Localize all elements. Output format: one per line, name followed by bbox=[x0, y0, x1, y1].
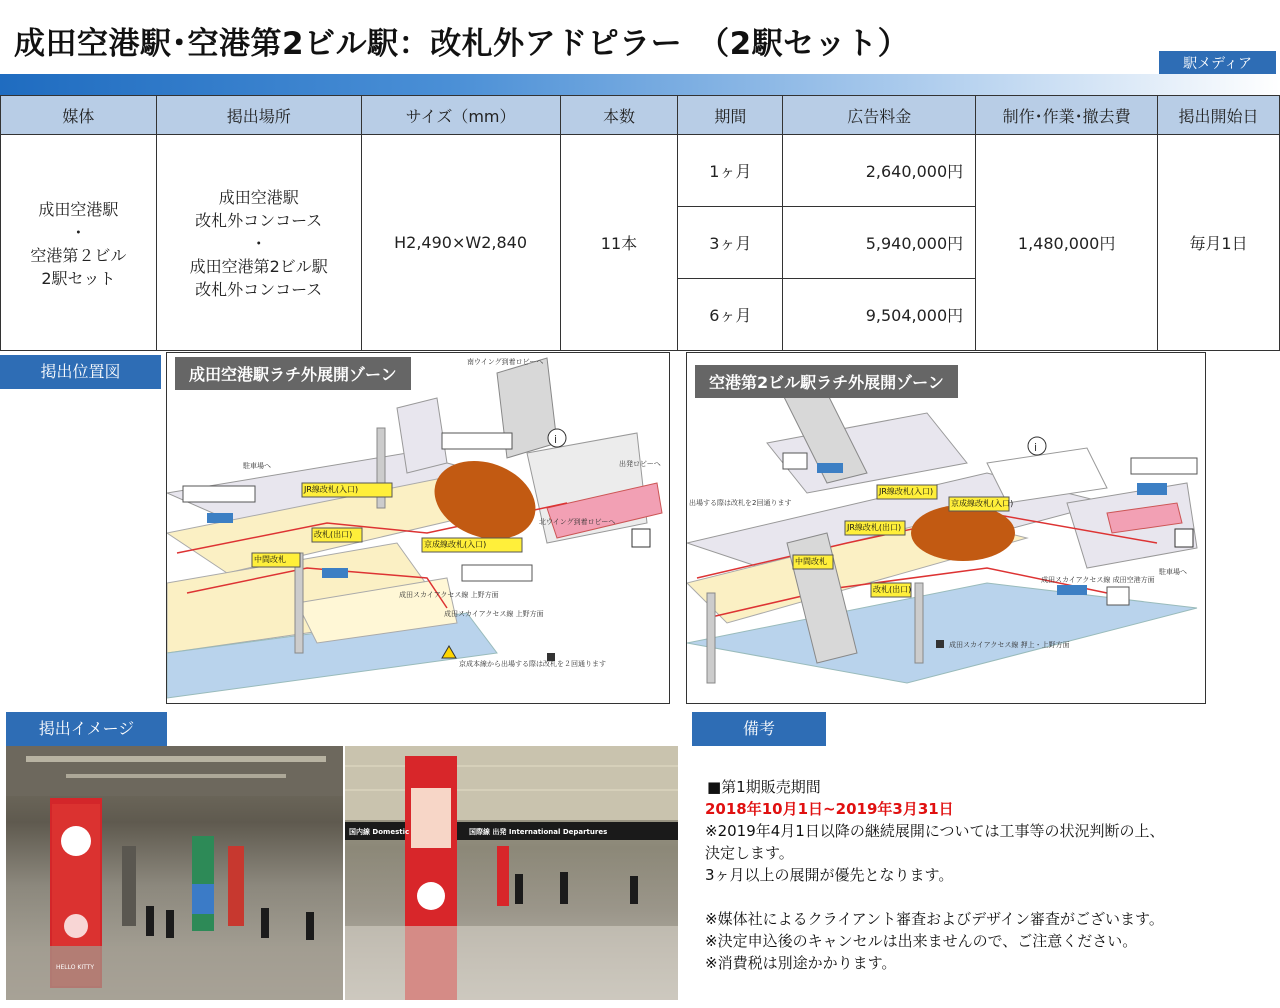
page-title: 成田空港駅･空港第2ビル駅：改札外アドピラー （2駅セット） bbox=[14, 26, 910, 62]
header-start-date: 掲出開始日 bbox=[1158, 96, 1280, 135]
photo-drawing bbox=[345, 746, 678, 1000]
spec-table bbox=[0, 95, 1280, 351]
location-cell bbox=[156, 135, 361, 351]
medium-line: 成田空港駅 bbox=[38, 199, 119, 219]
medium-line: ・ bbox=[70, 222, 87, 242]
map-label: 改札(出口) bbox=[314, 530, 353, 539]
map-label: 京成線改札(入口) bbox=[951, 499, 1014, 508]
svg-text:i: i bbox=[1034, 441, 1038, 454]
note-spacer bbox=[705, 886, 1165, 908]
map-label: 成田スカイアクセス線 上野方面 bbox=[399, 591, 499, 599]
price-cell: 2,640,000円 bbox=[783, 135, 976, 207]
map-drawing bbox=[167, 353, 669, 703]
map-label: 成田スカイアクセス線 押上・上野方面 bbox=[949, 641, 1070, 649]
map-narita-airport-station bbox=[166, 352, 670, 704]
note-sales-period-label: ■第1期販売期間 bbox=[707, 778, 821, 796]
section-label-image: 掲出イメージ bbox=[6, 712, 167, 746]
map-label: 南ウイング到着ロビーへ bbox=[467, 358, 544, 366]
header-production-fee: 制作･作業･撤去費 bbox=[976, 96, 1158, 135]
map-label: 中間改札 bbox=[254, 555, 286, 564]
period-cell: 3ヶ月 bbox=[678, 207, 783, 279]
map-label: JR線改札(出口) bbox=[847, 523, 902, 532]
medium-line: 2駅セット bbox=[41, 268, 116, 288]
map-airport-terminal2-station bbox=[686, 352, 1206, 704]
note-line: ※決定申込後のキャンセルは出来ませんので、ご注意ください。 bbox=[705, 932, 1138, 950]
note-line: ※2019年4月1日以降の継続展開については工事等の状況判断の上、 bbox=[705, 822, 1165, 840]
map-label: JR線改札(入口) bbox=[879, 487, 934, 496]
map-title: 成田空港駅ラチ外展開ゾーン bbox=[175, 357, 411, 390]
photo-narita-station-pillars bbox=[6, 746, 343, 1000]
svg-text:i: i bbox=[554, 433, 558, 446]
header-count: 本数 bbox=[560, 96, 678, 135]
map-label: JR線改札(入口) bbox=[304, 485, 359, 494]
note-line: ※消費税は別途かかります。 bbox=[705, 954, 897, 972]
map-label: 京成線改札(入口) bbox=[424, 540, 487, 549]
table-row bbox=[1, 135, 1280, 207]
sign-text: 国際線 出発 International Departures bbox=[469, 828, 608, 836]
location-line: 改札外コンコース bbox=[195, 211, 323, 230]
map-label: 駐車場へ bbox=[243, 462, 271, 470]
photo-drawing bbox=[6, 746, 343, 1000]
price-cell: 9,504,000円 bbox=[783, 279, 976, 351]
note-sales-period: 2018年10月1日~2019年3月31日 bbox=[705, 800, 954, 818]
note-line: 3ヶ月以上の展開が優先となります。 bbox=[705, 866, 954, 884]
location-line: 成田空港第2ビル駅 bbox=[189, 257, 328, 276]
location-line: 改札外コンコース bbox=[195, 280, 323, 299]
note-line: ※媒体社によるクライアント審査およびデザイン審査がございます。 bbox=[705, 910, 1164, 928]
header-gradient-bar bbox=[0, 74, 1280, 95]
media-category-badge: 駅メディア bbox=[1159, 51, 1276, 75]
section-label-remarks: 備考 bbox=[692, 712, 826, 746]
map-label: 北ウイング到着ロビーへ bbox=[539, 518, 616, 526]
table-header-row bbox=[1, 96, 1280, 135]
location-line: ・ bbox=[250, 234, 267, 253]
map-title: 空港第2ビル駅ラチ外展開ゾーン bbox=[695, 365, 958, 398]
header-medium: 媒体 bbox=[1, 96, 157, 135]
sign-text: 国内線 Domestic bbox=[349, 828, 410, 836]
ad-zone-marker bbox=[911, 505, 1015, 561]
map-label: 出場する際は改札を2回通ります bbox=[689, 499, 792, 507]
count-cell: 11本 bbox=[560, 135, 678, 351]
header-size: サイズ（mm） bbox=[361, 96, 560, 135]
header-period: 期間 bbox=[678, 96, 783, 135]
start-date-cell: 毎月1日 bbox=[1158, 135, 1280, 351]
medium-line: 空港第２ビル bbox=[30, 245, 127, 265]
medium-cell bbox=[1, 135, 157, 351]
map-drawing bbox=[687, 353, 1205, 703]
period-cell: 1ヶ月 bbox=[678, 135, 783, 207]
map-label: 成田スカイアクセス線 成田空港方面 bbox=[1041, 576, 1155, 584]
header-price: 広告料金 bbox=[783, 96, 976, 135]
location-line: 成田空港駅 bbox=[218, 188, 299, 207]
section-label-location-map: 掲出位置図 bbox=[0, 355, 161, 389]
size-cell: H2,490×W2,840 bbox=[361, 135, 560, 351]
note-line: 決定します。 bbox=[705, 844, 794, 862]
photo-terminal2-station-pillar bbox=[345, 746, 678, 1000]
pillar-text: HELLO KITTY bbox=[56, 964, 94, 971]
price-cell: 5,940,000円 bbox=[783, 207, 976, 279]
map-label: 成田スカイアクセス線 上野方面 bbox=[444, 610, 544, 618]
map-label: 改札(出口) bbox=[873, 585, 912, 594]
map-label: 出発ロビーへ bbox=[619, 460, 661, 468]
map-label: 京成本線から出場する際は改札を２回通ります bbox=[459, 660, 606, 668]
map-label: 中間改札 bbox=[795, 557, 827, 566]
production-fee-cell: 1,480,000円 bbox=[976, 135, 1158, 351]
period-cell: 6ヶ月 bbox=[678, 279, 783, 351]
map-label: 駐車場へ bbox=[1159, 568, 1187, 576]
header-location: 掲出場所 bbox=[156, 96, 361, 135]
remarks-notes bbox=[705, 776, 1165, 974]
